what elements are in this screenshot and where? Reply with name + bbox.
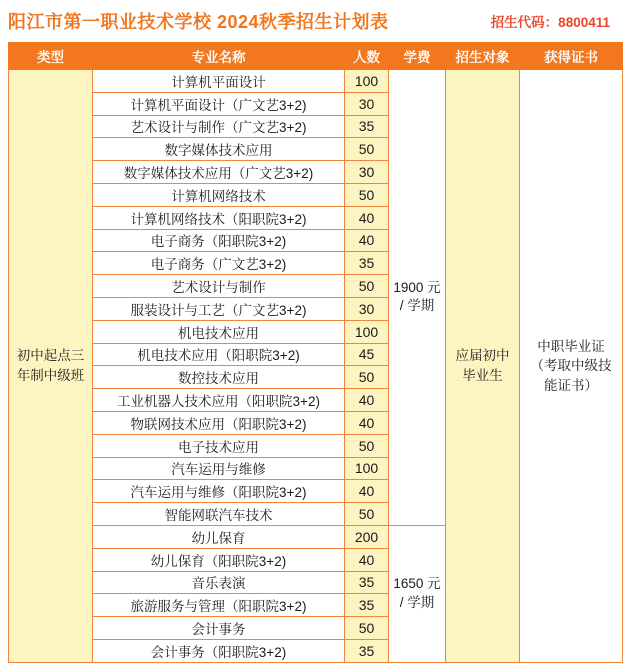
count-cell: 30 [345, 92, 389, 115]
column-header-1: 专业名称 [93, 43, 345, 70]
count-cell: 50 [345, 138, 389, 161]
column-header-4: 招生对象 [446, 43, 520, 70]
count-cell: 40 [345, 206, 389, 229]
enrollment-table [8, 42, 623, 663]
major-cell: 幼儿保育 [93, 525, 345, 548]
major-cell: 音乐表演 [93, 571, 345, 594]
count-cell: 50 [345, 434, 389, 457]
count-cell: 35 [345, 252, 389, 275]
fee-amount: 1650 元 [393, 575, 441, 591]
major-cell: 艺术设计与制作 [93, 275, 345, 298]
count-cell: 40 [345, 480, 389, 503]
column-header-2: 人数 [345, 43, 389, 70]
certificate-cell: 中职毕业证（考取中级技能证书） [520, 70, 623, 663]
count-cell: 30 [345, 297, 389, 320]
fee-amount: 1900 元 [393, 279, 441, 295]
count-cell: 40 [345, 411, 389, 434]
type-cell: 初中起点三年制中级班 [9, 70, 93, 663]
major-cell: 机电技术应用 [93, 320, 345, 343]
major-cell: 会计事务（阳职院3+2) [93, 639, 345, 662]
major-cell: 工业机器人技术应用（阳职院3+2) [93, 389, 345, 412]
count-cell: 30 [345, 161, 389, 184]
major-cell: 计算机平面设计（广文艺3+2) [93, 92, 345, 115]
count-cell: 200 [345, 525, 389, 548]
count-cell: 100 [345, 70, 389, 93]
major-cell: 服装设计与工艺（广文艺3+2) [93, 297, 345, 320]
count-cell: 40 [345, 229, 389, 252]
column-header-3: 学费 [389, 43, 446, 70]
fee-cell [389, 70, 446, 526]
count-cell: 40 [345, 389, 389, 412]
column-header-0: 类型 [9, 43, 93, 70]
fee-unit: / 学期 [399, 298, 435, 314]
major-cell: 电子商务（阳职院3+2) [93, 229, 345, 252]
count-cell: 45 [345, 343, 389, 366]
fee-cell [389, 525, 446, 662]
count-cell: 35 [345, 115, 389, 138]
count-cell: 40 [345, 548, 389, 571]
major-cell: 会计事务 [93, 617, 345, 640]
major-cell: 机电技术应用（阳职院3+2) [93, 343, 345, 366]
major-cell: 数字媒体技术应用 [93, 138, 345, 161]
major-cell: 电子商务（广文艺3+2) [93, 252, 345, 275]
major-cell: 数控技术应用 [93, 366, 345, 389]
page-title: 阳江市第一职业技术学校 2024秋季招生计划表 [8, 12, 389, 32]
count-cell: 50 [345, 503, 389, 526]
enrollment-code: 招生代码：8800411 [490, 15, 610, 30]
count-cell: 35 [345, 639, 389, 662]
count-cell: 50 [345, 183, 389, 206]
major-cell: 计算机平面设计 [93, 70, 345, 93]
count-cell: 100 [345, 457, 389, 480]
major-cell: 计算机网络技术 [93, 183, 345, 206]
count-cell: 35 [345, 594, 389, 617]
major-cell: 电子技术应用 [93, 434, 345, 457]
major-cell: 物联网技术应用（阳职院3+2) [93, 411, 345, 434]
count-cell: 50 [345, 617, 389, 640]
fee-unit: / 学期 [399, 594, 435, 610]
table-row [9, 70, 623, 93]
major-cell: 艺术设计与制作（广文艺3+2) [93, 115, 345, 138]
count-cell: 50 [345, 366, 389, 389]
major-cell: 计算机网络技术（阳职院3+2) [93, 206, 345, 229]
count-cell: 100 [345, 320, 389, 343]
target-cell: 应届初中毕业生 [446, 70, 520, 663]
count-cell: 35 [345, 571, 389, 594]
major-cell: 汽车运用与维修（阳职院3+2) [93, 480, 345, 503]
column-header-5: 获得证书 [520, 43, 623, 70]
title-bar [8, 8, 622, 34]
major-cell: 幼儿保育（阳职院3+2) [93, 548, 345, 571]
count-cell: 50 [345, 275, 389, 298]
table-header-row [9, 43, 623, 70]
major-cell: 汽车运用与维修 [93, 457, 345, 480]
major-cell: 数字媒体技术应用（广文艺3+2) [93, 161, 345, 184]
major-cell: 旅游服务与管理（阳职院3+2) [93, 594, 345, 617]
major-cell: 智能网联汽车技术 [93, 503, 345, 526]
